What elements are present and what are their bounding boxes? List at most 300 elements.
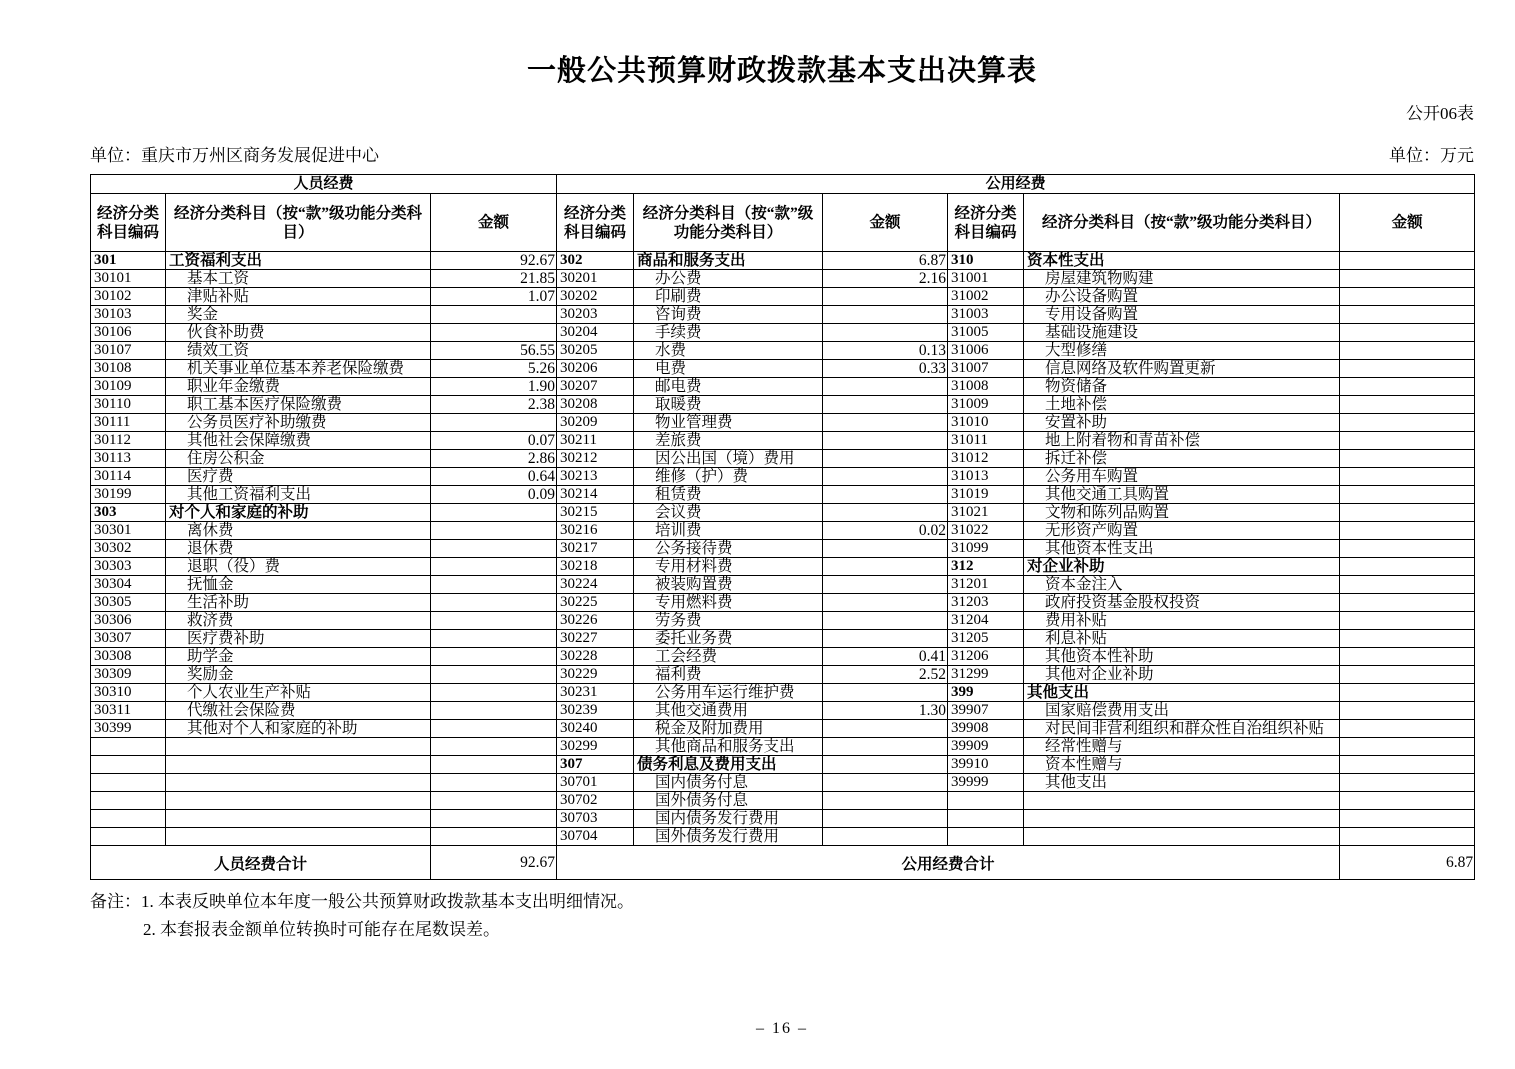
table-row [91, 630, 1475, 648]
subject-cell: 差旅费 [634, 432, 823, 450]
amount-cell [823, 576, 948, 594]
note-line-2: 2. 本套报表金额单位转换时可能存在尾数误差。 [143, 920, 500, 939]
code-cell: 30215 [557, 504, 634, 522]
amount-cell [431, 558, 557, 576]
subject-cell: 国外债务付息 [634, 792, 823, 810]
subject-cell: 退休费 [166, 540, 431, 558]
table-code-label: 公开06表 [1406, 104, 1474, 123]
amount-cell [431, 720, 557, 738]
amount-cell [431, 774, 557, 792]
amount-cell [431, 756, 557, 774]
code-cell: 30204 [557, 324, 634, 342]
code-cell: 39907 [948, 702, 1024, 720]
subject-column-header: 经济分类科目（按“款”级功能分类科目） [166, 194, 431, 252]
table-row [91, 396, 1475, 414]
column-header-row [91, 194, 1475, 252]
subject-cell: 基本工资 [166, 270, 431, 288]
code-cell: 30299 [557, 738, 634, 756]
code-cell: 30224 [557, 576, 634, 594]
code-cell: 301 [91, 252, 166, 270]
code-cell: 307 [557, 756, 634, 774]
amount-cell: 0.02 [823, 522, 948, 540]
code-cell: 30102 [91, 288, 166, 306]
code-cell: 30114 [91, 468, 166, 486]
code-cell: 30307 [91, 630, 166, 648]
amount-cell [431, 702, 557, 720]
expenditure-table [90, 174, 1475, 880]
amount-cell [823, 324, 948, 342]
amount-cell: 56.55 [431, 342, 557, 360]
subject-cell: 国家赔偿费用支出 [1024, 702, 1340, 720]
amount-cell [431, 792, 557, 810]
table-row [91, 738, 1475, 756]
code-cell: 30103 [91, 306, 166, 324]
subject-cell: 租赁费 [634, 486, 823, 504]
amount-cell [431, 648, 557, 666]
subject-cell: 救济费 [166, 612, 431, 630]
code-cell: 30303 [91, 558, 166, 576]
code-cell: 30208 [557, 396, 634, 414]
code-cell: 30225 [557, 594, 634, 612]
amount-cell [1340, 576, 1475, 594]
table-row [91, 252, 1475, 270]
code-cell: 30107 [91, 342, 166, 360]
table-row [91, 540, 1475, 558]
code-cell: 30231 [557, 684, 634, 702]
amount-cell [1340, 612, 1475, 630]
subject-cell [166, 774, 431, 792]
amount-cell [1340, 468, 1475, 486]
amount-cell: 0.33 [823, 360, 948, 378]
page-title: 一般公共预算财政拨款基本支出决算表 [526, 55, 1037, 87]
amount-cell [823, 432, 948, 450]
amount-cell [1340, 630, 1475, 648]
amount-cell [1340, 378, 1475, 396]
subject-cell: 手续费 [634, 324, 823, 342]
subject-column-header: 经济分类科目（按“款”级功能分类科目） [1024, 194, 1340, 252]
code-cell: 30227 [557, 630, 634, 648]
table-row [91, 360, 1475, 378]
document-sheet [90, 0, 1474, 944]
code-cell [91, 810, 166, 828]
amount-cell [823, 306, 948, 324]
subject-cell: 医疗费补助 [166, 630, 431, 648]
code-cell: 31201 [948, 576, 1024, 594]
amount-cell [1340, 810, 1475, 828]
subject-cell: 咨询费 [634, 306, 823, 324]
subject-cell: 专用材料费 [634, 558, 823, 576]
subject-cell: 委托业务费 [634, 630, 823, 648]
code-cell: 31006 [948, 342, 1024, 360]
amount-column-header: 金额 [823, 194, 948, 252]
code-cell: 302 [557, 252, 634, 270]
subject-cell: 奖励金 [166, 666, 431, 684]
table-row [91, 756, 1475, 774]
code-cell: 30206 [557, 360, 634, 378]
amount-cell [823, 756, 948, 774]
table-row [91, 324, 1475, 342]
subject-cell: 离休费 [166, 522, 431, 540]
code-cell: 31009 [948, 396, 1024, 414]
subject-cell: 培训费 [634, 522, 823, 540]
subject-cell: 债务利息及费用支出 [634, 756, 823, 774]
subject-cell: 其他商品和服务支出 [634, 738, 823, 756]
subject-cell: 对个人和家庭的补助 [166, 504, 431, 522]
code-cell: 303 [91, 504, 166, 522]
amount-cell [1340, 774, 1475, 792]
amount-cell: 1.90 [431, 378, 557, 396]
code-cell: 30311 [91, 702, 166, 720]
subject-cell: 其他对企业补助 [1024, 666, 1340, 684]
subject-cell: 被装购置费 [634, 576, 823, 594]
code-cell [91, 792, 166, 810]
code-cell: 30209 [557, 414, 634, 432]
subject-cell: 国内债务付息 [634, 774, 823, 792]
table-row [91, 810, 1475, 828]
subject-cell: 公务员医疗补助缴费 [166, 414, 431, 432]
subject-cell: 公务用车运行维护费 [634, 684, 823, 702]
subject-cell: 国外债务发行费用 [634, 828, 823, 846]
subject-cell: 奖金 [166, 306, 431, 324]
subject-cell: 其他资本性支出 [1024, 540, 1340, 558]
subject-cell: 公务接待费 [634, 540, 823, 558]
amount-cell: 0.09 [431, 486, 557, 504]
code-cell: 30301 [91, 522, 166, 540]
amount-cell: 2.52 [823, 666, 948, 684]
subject-cell: 物资储备 [1024, 378, 1340, 396]
amount-cell: 0.41 [823, 648, 948, 666]
code-cell: 30113 [91, 450, 166, 468]
amount-cell [431, 504, 557, 522]
table-row [91, 702, 1475, 720]
amount-column-header: 金额 [431, 194, 557, 252]
subject-cell: 资本性赠与 [1024, 756, 1340, 774]
subject-cell: 利息补贴 [1024, 630, 1340, 648]
subject-cell: 对民间非营利组织和群众性自治组织补贴 [1024, 720, 1340, 738]
code-cell: 31007 [948, 360, 1024, 378]
code-cell: 30112 [91, 432, 166, 450]
table-row [91, 450, 1475, 468]
amount-cell: 2.86 [431, 450, 557, 468]
section-header-personnel: 人员经费 [91, 175, 557, 194]
code-cell: 30704 [557, 828, 634, 846]
subject-cell: 其他交通工具购置 [1024, 486, 1340, 504]
amount-cell [1340, 684, 1475, 702]
subject-cell: 信息网络及软件购置更新 [1024, 360, 1340, 378]
org-unit-label: 单位：重庆市万州区商务发展促进中心 [90, 146, 379, 165]
subject-cell: 个人农业生产补贴 [166, 684, 431, 702]
amount-cell [823, 738, 948, 756]
code-cell: 30101 [91, 270, 166, 288]
code-cell: 30203 [557, 306, 634, 324]
code-cell: 30212 [557, 450, 634, 468]
subject-cell: 政府投资基金股权投资 [1024, 594, 1340, 612]
code-cell: 30229 [557, 666, 634, 684]
code-cell: 30106 [91, 324, 166, 342]
amount-cell [431, 306, 557, 324]
section-header-row [91, 175, 1475, 194]
subject-cell: 水费 [634, 342, 823, 360]
subject-cell [166, 828, 431, 846]
code-cell: 30310 [91, 684, 166, 702]
subject-cell: 安置补助 [1024, 414, 1340, 432]
code-cell: 31205 [948, 630, 1024, 648]
amount-cell [823, 630, 948, 648]
subject-cell: 职业年金缴费 [166, 378, 431, 396]
code-cell: 30302 [91, 540, 166, 558]
subject-cell: 其他支出 [1024, 774, 1340, 792]
amount-cell [823, 378, 948, 396]
code-cell: 30211 [557, 432, 634, 450]
amount-cell [823, 594, 948, 612]
public-total-amount: 6.87 [1340, 846, 1475, 880]
personnel-total-amount: 92.67 [431, 846, 557, 880]
code-cell [948, 810, 1024, 828]
subject-cell: 邮电费 [634, 378, 823, 396]
table-row [91, 522, 1475, 540]
subject-cell [1024, 810, 1340, 828]
subject-cell: 会议费 [634, 504, 823, 522]
subject-cell: 劳务费 [634, 612, 823, 630]
amount-cell [823, 540, 948, 558]
table-row [91, 684, 1475, 702]
code-cell: 31001 [948, 270, 1024, 288]
code-cell: 30216 [557, 522, 634, 540]
amount-cell: 92.67 [431, 252, 557, 270]
code-cell: 31022 [948, 522, 1024, 540]
subject-cell: 房屋建筑物购建 [1024, 270, 1340, 288]
subject-cell [1024, 792, 1340, 810]
amount-cell [1340, 594, 1475, 612]
amount-cell [823, 774, 948, 792]
amount-cell [431, 612, 557, 630]
code-cell: 30226 [557, 612, 634, 630]
table-body [91, 252, 1475, 846]
subject-cell: 经常性赠与 [1024, 738, 1340, 756]
amount-cell [823, 720, 948, 738]
subject-cell: 公务用车购置 [1024, 468, 1340, 486]
subject-cell: 专用设备购置 [1024, 306, 1340, 324]
amount-cell [1340, 504, 1475, 522]
code-cell: 30202 [557, 288, 634, 306]
amount-cell [431, 630, 557, 648]
code-cell: 31203 [948, 594, 1024, 612]
table-row [91, 432, 1475, 450]
amount-cell [823, 684, 948, 702]
code-cell: 30111 [91, 414, 166, 432]
code-cell: 30309 [91, 666, 166, 684]
subject-cell: 其他资本性补助 [1024, 648, 1340, 666]
code-cell: 31012 [948, 450, 1024, 468]
subject-column-header: 经济分类科目（按“款”级功能分类科目） [634, 194, 823, 252]
code-cell: 30239 [557, 702, 634, 720]
code-cell: 30109 [91, 378, 166, 396]
table-row [91, 774, 1475, 792]
amount-cell [823, 468, 948, 486]
table-row [91, 594, 1475, 612]
amount-cell [431, 576, 557, 594]
subject-cell: 生活补助 [166, 594, 431, 612]
amount-cell [431, 324, 557, 342]
code-column-header: 经济分类科目编码 [91, 194, 166, 252]
code-cell: 31299 [948, 666, 1024, 684]
amount-cell: 1.07 [431, 288, 557, 306]
code-cell: 30304 [91, 576, 166, 594]
section-header-public: 公用经费 [557, 175, 1475, 194]
code-cell: 30240 [557, 720, 634, 738]
amount-cell [823, 558, 948, 576]
code-cell: 31008 [948, 378, 1024, 396]
table-row [91, 720, 1475, 738]
amount-cell: 2.16 [823, 270, 948, 288]
table-row [91, 288, 1475, 306]
amount-cell: 5.26 [431, 360, 557, 378]
amount-cell [431, 738, 557, 756]
code-cell: 39999 [948, 774, 1024, 792]
subject-cell: 伙食补助费 [166, 324, 431, 342]
code-cell: 30110 [91, 396, 166, 414]
amount-cell [1340, 252, 1475, 270]
table-row [91, 342, 1475, 360]
subject-cell: 费用补贴 [1024, 612, 1340, 630]
amount-cell [1340, 522, 1475, 540]
currency-unit-label: 单位：万元 [1389, 146, 1474, 165]
table-row [91, 648, 1475, 666]
subject-cell: 国内债务发行费用 [634, 810, 823, 828]
subject-cell: 专用燃料费 [634, 594, 823, 612]
public-total-label: 公用经费合计 [557, 846, 1340, 880]
amount-cell [823, 792, 948, 810]
unit-info-row [90, 144, 1474, 168]
amount-cell: 0.64 [431, 468, 557, 486]
amount-cell [431, 540, 557, 558]
subject-cell: 机关事业单位基本养老保险缴费 [166, 360, 431, 378]
subject-cell: 其他工资福利支出 [166, 486, 431, 504]
code-cell: 31005 [948, 324, 1024, 342]
subject-cell: 文物和陈列品购置 [1024, 504, 1340, 522]
subject-cell: 其他交通费用 [634, 702, 823, 720]
code-cell: 31002 [948, 288, 1024, 306]
code-cell: 31206 [948, 648, 1024, 666]
amount-cell [431, 414, 557, 432]
code-cell: 30214 [557, 486, 634, 504]
note-line-1: 备注：1. 本表反映单位本年度一般公共预算财政拨款基本支出明细情况。 [90, 892, 634, 911]
amount-cell [1340, 540, 1475, 558]
amount-cell [1340, 342, 1475, 360]
code-cell: 30308 [91, 648, 166, 666]
amount-cell [823, 486, 948, 504]
code-cell: 312 [948, 558, 1024, 576]
subject-cell: 办公费 [634, 270, 823, 288]
code-column-header: 经济分类科目编码 [557, 194, 634, 252]
subject-cell: 税金及附加费用 [634, 720, 823, 738]
code-cell: 30228 [557, 648, 634, 666]
subject-cell: 助学金 [166, 648, 431, 666]
amount-cell [431, 684, 557, 702]
code-cell: 30703 [557, 810, 634, 828]
code-cell: 31003 [948, 306, 1024, 324]
amount-cell [1340, 432, 1475, 450]
code-cell [948, 828, 1024, 846]
amount-cell [823, 414, 948, 432]
code-cell: 30305 [91, 594, 166, 612]
code-cell: 30207 [557, 378, 634, 396]
table-row [91, 504, 1475, 522]
amount-cell [1340, 666, 1475, 684]
amount-cell [1340, 414, 1475, 432]
subject-cell: 对企业补助 [1024, 558, 1340, 576]
subject-cell [166, 792, 431, 810]
code-cell: 31099 [948, 540, 1024, 558]
table-row [91, 558, 1475, 576]
code-cell: 30201 [557, 270, 634, 288]
code-cell [948, 792, 1024, 810]
subject-cell: 基础设施建设 [1024, 324, 1340, 342]
amount-cell: 0.13 [823, 342, 948, 360]
amount-cell [1340, 270, 1475, 288]
code-cell: 30399 [91, 720, 166, 738]
code-cell [91, 774, 166, 792]
subject-cell: 津贴补贴 [166, 288, 431, 306]
amount-cell: 21.85 [431, 270, 557, 288]
subject-cell: 工资福利支出 [166, 252, 431, 270]
code-cell: 39909 [948, 738, 1024, 756]
amount-cell [1340, 558, 1475, 576]
amount-cell [823, 396, 948, 414]
subject-cell: 资本金注入 [1024, 576, 1340, 594]
subject-cell: 物业管理费 [634, 414, 823, 432]
amount-cell [431, 666, 557, 684]
subject-cell: 医疗费 [166, 468, 431, 486]
table-row [91, 468, 1475, 486]
amount-cell [1340, 738, 1475, 756]
amount-cell [1340, 756, 1475, 774]
amount-cell [431, 594, 557, 612]
table-row [91, 576, 1475, 594]
amount-cell [1340, 324, 1475, 342]
code-cell: 30217 [557, 540, 634, 558]
subject-cell: 维修（护）费 [634, 468, 823, 486]
code-cell: 30701 [557, 774, 634, 792]
code-cell [91, 738, 166, 756]
code-cell: 31204 [948, 612, 1024, 630]
subject-cell: 其他社会保障缴费 [166, 432, 431, 450]
subject-cell [1024, 828, 1340, 846]
subject-cell: 商品和服务支出 [634, 252, 823, 270]
code-cell: 30213 [557, 468, 634, 486]
subject-cell: 拆迁补偿 [1024, 450, 1340, 468]
code-cell: 39910 [948, 756, 1024, 774]
table-row [91, 414, 1475, 432]
personnel-total-label: 人员经费合计 [91, 846, 431, 880]
subject-cell: 地上附着物和青苗补偿 [1024, 432, 1340, 450]
code-cell: 30702 [557, 792, 634, 810]
footnotes [90, 888, 1474, 944]
amount-cell [1340, 720, 1475, 738]
amount-cell [1340, 828, 1475, 846]
subject-cell: 职工基本医疗保险缴费 [166, 396, 431, 414]
amount-cell [1340, 360, 1475, 378]
amount-cell [431, 828, 557, 846]
code-cell: 30199 [91, 486, 166, 504]
amount-cell [1340, 792, 1475, 810]
subject-cell: 因公出国（境）费用 [634, 450, 823, 468]
table-row [91, 486, 1475, 504]
subject-cell: 工会经费 [634, 648, 823, 666]
amount-cell [431, 522, 557, 540]
code-cell: 30205 [557, 342, 634, 360]
table-row [91, 306, 1475, 324]
